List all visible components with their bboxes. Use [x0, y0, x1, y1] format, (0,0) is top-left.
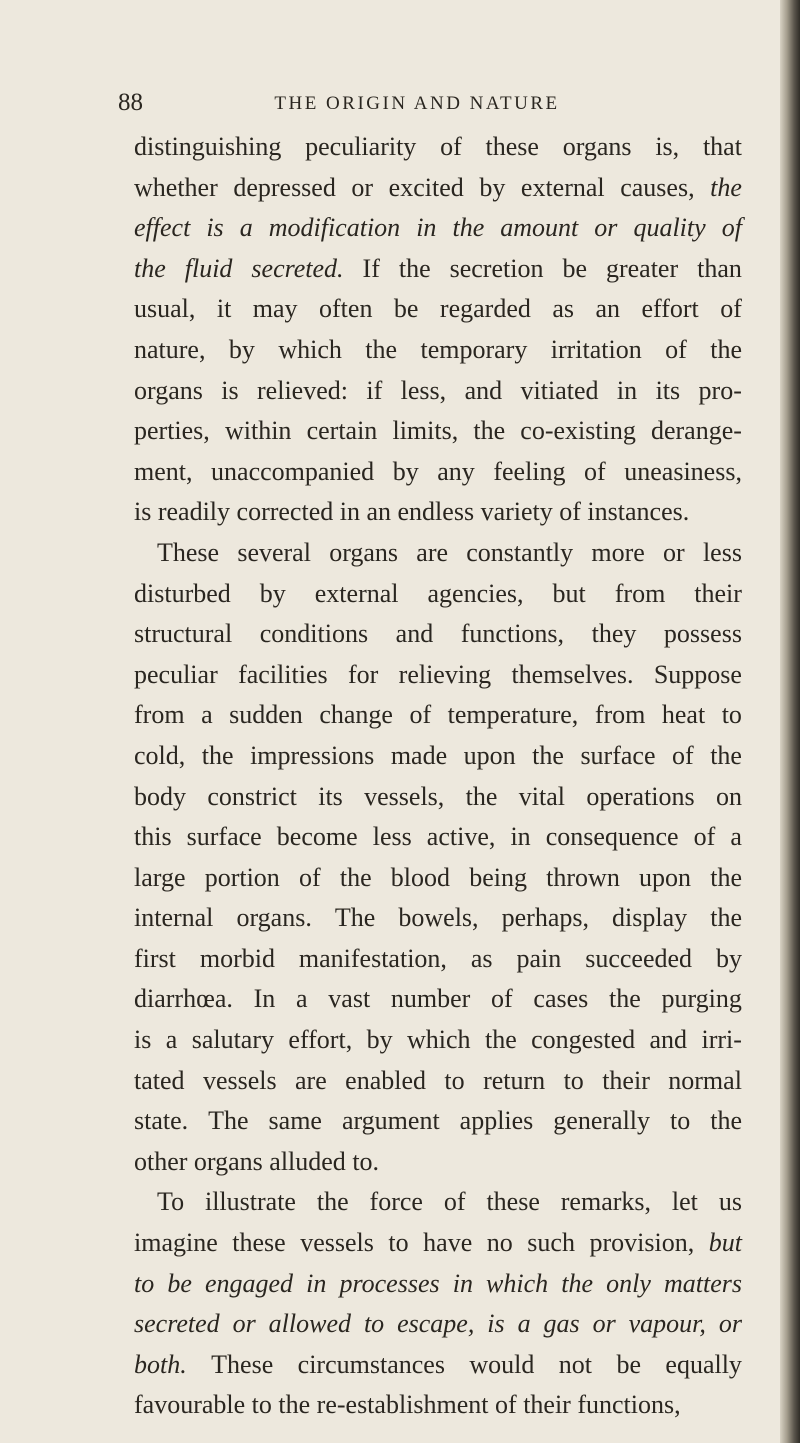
running-head: THE ORIGIN AND NATURE	[274, 93, 560, 114]
text-line: usual, it may often be regarded as an effort of	[134, 294, 742, 324]
text-line: cold, the impressions made upon the surface of the	[134, 740, 742, 770]
text-line: perties, within certain limits, the co-existing derange-	[134, 416, 742, 446]
text-line: To illustrate the force of these remarks, let us	[157, 1187, 742, 1217]
page-number: 88	[118, 89, 143, 116]
text-line: is a salutary effort, by which the congested and irri-	[134, 1025, 742, 1055]
text-line: body constrict its vessels, the vital operations on	[134, 781, 742, 811]
text-line: nature, by which the temporary irritation of the	[134, 334, 742, 364]
text-line: from a sudden change of temperature, from heat to	[134, 700, 742, 730]
text-line: effect is a modification in the amount or quality of	[134, 213, 742, 243]
text-line: favourable to the re-establishment of their functions,	[134, 1390, 681, 1420]
text-line: the fluid secreted. If the secretion be greater than	[134, 253, 742, 283]
text-line: disturbed by external agencies, but from their	[134, 578, 742, 608]
page-header	[118, 88, 716, 122]
text-line: diarrhœa. In a vast number of cases the purging	[134, 984, 742, 1014]
book-spine-shadow	[780, 0, 800, 1443]
text-line: first morbid manifestation, as pain succeeded by	[134, 943, 742, 973]
text-line: to be engaged in processes in which the only matters	[134, 1268, 742, 1298]
text-line: peculiar facilities for relieving themselves. Suppose	[134, 659, 742, 689]
text-line: organs is relieved: if less, and vitiated in its pro-	[134, 375, 742, 405]
body-text	[134, 127, 742, 1426]
text-line: These several organs are constantly more or less	[157, 537, 742, 567]
text-line: other organs alluded to.	[134, 1146, 380, 1176]
text-line: large portion of the blood being thrown upon the	[134, 862, 742, 892]
text-line: imagine these vessels to have no such provision, but	[134, 1228, 742, 1258]
text-line: tated vessels are enabled to return to their normal	[134, 1065, 742, 1095]
text-line: state. The same argument applies generally to the	[134, 1106, 742, 1136]
text-line: secreted or allowed to escape, is a gas or vapour, or	[134, 1309, 742, 1339]
text-line: whether depressed or excited by external causes, the	[134, 172, 742, 202]
text-line: ment, unaccompanied by any feeling of uneasiness,	[134, 456, 742, 486]
text-line: both. These circumstances would not be equally	[134, 1349, 742, 1379]
text-line: structural conditions and functions, they possess	[134, 619, 742, 649]
text-line: internal organs. The bowels, perhaps, display the	[134, 903, 742, 933]
text-line: is readily corrected in an endless variety of instances.	[134, 497, 690, 527]
text-line: distinguishing peculiarity of these organs is, that	[134, 132, 742, 161]
text-line: this surface become less active, in consequence of a	[134, 822, 742, 852]
